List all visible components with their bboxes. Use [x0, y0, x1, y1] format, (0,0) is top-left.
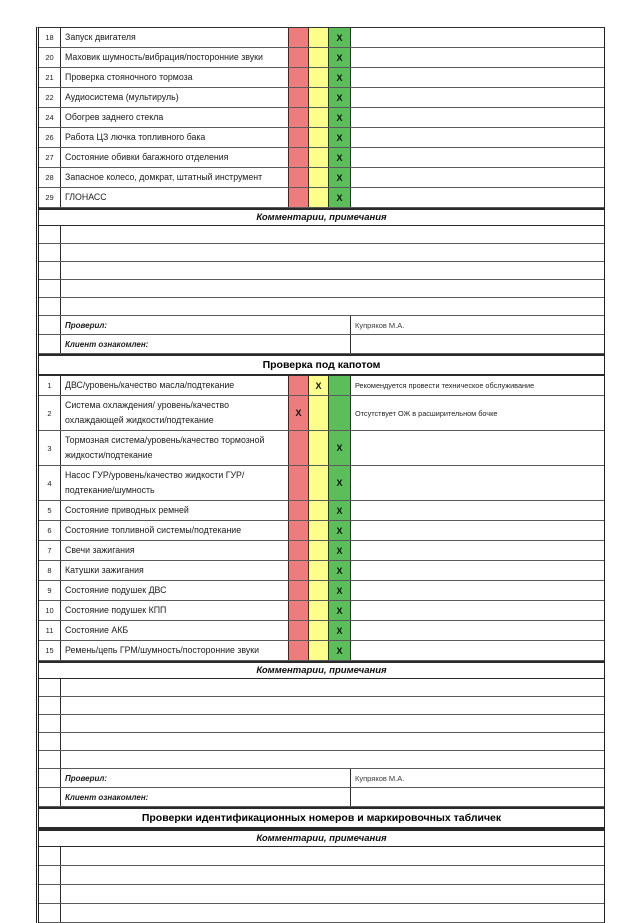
check-item-label: Свечи зажигания	[61, 541, 289, 560]
mark-cell-green: X	[329, 501, 351, 520]
row-number: 7	[39, 541, 61, 560]
mark-cell-green: X	[329, 88, 351, 107]
comment-cell	[351, 621, 604, 640]
section-title-underhood: Проверка под капотом	[39, 354, 604, 376]
mark-cell-green: X	[329, 581, 351, 600]
blank-left-cell	[39, 262, 61, 279]
exterior-check-table	[39, 28, 604, 208]
blank-comment-cell	[61, 226, 604, 243]
mark-cell-green: X	[329, 128, 351, 147]
comment-cell	[351, 148, 604, 167]
checked-by-row	[39, 769, 604, 788]
check-row	[39, 168, 604, 188]
comments-blank-rows	[39, 226, 604, 316]
comment-cell	[351, 168, 604, 187]
blank-left-cell	[39, 866, 61, 884]
sign-left-cell	[39, 335, 61, 353]
blank-left-cell	[39, 885, 61, 903]
mark-cell-yellow	[309, 501, 329, 520]
row-number: 1	[39, 376, 61, 395]
blank-row	[39, 751, 604, 769]
mark-cell-yellow	[309, 521, 329, 540]
comment-cell	[351, 88, 604, 107]
blank-left-cell	[39, 715, 61, 732]
check-item-label: Система охлаждения/ уровень/качество охлаждающей жидкости/подтекание	[61, 396, 289, 430]
check-row	[39, 88, 604, 108]
sign-left-cell	[39, 788, 61, 806]
mark-cell-green	[329, 396, 351, 430]
mark-cell-yellow	[309, 466, 329, 500]
mark-cell-yellow	[309, 148, 329, 167]
mark-cell-red	[289, 148, 309, 167]
comment-cell	[351, 541, 604, 560]
check-row	[39, 28, 604, 48]
mark-cell-yellow	[309, 541, 329, 560]
blank-row	[39, 866, 604, 885]
blank-comment-cell	[61, 751, 604, 768]
check-row	[39, 376, 604, 396]
checked-by-value: Купряков М.А.	[355, 320, 405, 330]
mark-cell-yellow	[309, 431, 329, 465]
section-title-id-numbers: Проверки идентификационных номеров и маркировочных табличек	[39, 807, 604, 829]
mark-cell-yellow	[309, 396, 329, 430]
mark-cell-green: X	[329, 466, 351, 500]
check-row	[39, 621, 604, 641]
underhood-check-table	[39, 376, 604, 661]
row-number: 20	[39, 48, 61, 67]
blank-left-cell	[39, 298, 61, 315]
check-item-label: Обогрев заднего стекла	[61, 108, 289, 127]
blank-row	[39, 904, 604, 923]
mark-cell-green: X	[329, 541, 351, 560]
row-number: 3	[39, 431, 61, 465]
check-item-label: Запуск двигателя	[61, 28, 289, 47]
client-ack-label: Клиент ознакомлен:	[61, 788, 351, 806]
check-row	[39, 641, 604, 661]
check-row	[39, 108, 604, 128]
row-number: 5	[39, 501, 61, 520]
blank-left-cell	[39, 733, 61, 750]
mark-cell-red	[289, 376, 309, 395]
check-item-label: Состояние обивки багажного отделения	[61, 148, 289, 167]
comment-cell	[351, 188, 604, 207]
blank-comment-cell	[61, 697, 604, 714]
mark-cell-yellow	[309, 601, 329, 620]
checked-by-row	[39, 316, 604, 335]
mark-cell-green: X	[329, 621, 351, 640]
mark-cell-red	[289, 431, 309, 465]
mark-cell-red	[289, 168, 309, 187]
check-row	[39, 431, 604, 466]
mark-cell-yellow	[309, 68, 329, 87]
blank-comment-cell	[61, 847, 604, 865]
blank-row	[39, 679, 604, 697]
comment-cell	[351, 68, 604, 87]
blank-row	[39, 226, 604, 244]
check-item-label: Аудиосистема (мультируль)	[61, 88, 289, 107]
comment-cell: Отсутствует ОЖ в расширительном бочке	[355, 408, 498, 418]
comment-cell	[351, 581, 604, 600]
row-number: 11	[39, 621, 61, 640]
check-row	[39, 188, 604, 208]
comment-cell	[351, 561, 604, 580]
mark-cell-red	[289, 68, 309, 87]
check-row	[39, 148, 604, 168]
mark-cell-red	[289, 501, 309, 520]
comment-cell	[351, 108, 604, 127]
blank-row	[39, 244, 604, 262]
row-number: 6	[39, 521, 61, 540]
comment-cell	[351, 431, 604, 465]
blank-row	[39, 885, 604, 904]
mark-cell-green: X	[329, 28, 351, 47]
row-number: 26	[39, 128, 61, 147]
blank-comment-cell	[61, 244, 604, 261]
check-item-label: Состояние АКБ	[61, 621, 289, 640]
check-item-label: ДВС/уровень/качество масла/подтекание	[61, 376, 289, 395]
row-number: 15	[39, 641, 61, 660]
check-item-label: Состояние топливной системы/подтекание	[61, 521, 289, 540]
comment-cell	[351, 128, 604, 147]
client-ack-value	[351, 335, 604, 353]
blank-left-cell	[39, 244, 61, 261]
blank-comment-cell	[61, 733, 604, 750]
client-ack-row	[39, 788, 604, 807]
blank-row	[39, 262, 604, 280]
blank-row	[39, 298, 604, 316]
blank-row	[39, 697, 604, 715]
mark-cell-green: X	[329, 188, 351, 207]
client-ack-value	[351, 788, 604, 806]
mark-cell-red	[289, 48, 309, 67]
mark-cell-green: X	[329, 68, 351, 87]
comment-cell	[351, 641, 604, 660]
check-row	[39, 521, 604, 541]
mark-cell-green: X	[329, 168, 351, 187]
comment-cell	[351, 28, 604, 47]
check-row	[39, 396, 604, 431]
mark-cell-red	[289, 581, 309, 600]
check-item-label: Запасное колесо, домкрат, штатный инструмент	[61, 168, 289, 187]
comment-cell: Рекомендуется провести техническое обслуживание	[355, 381, 535, 390]
check-item-label: Ремень/цепь ГРМ/шумность/посторонние звуки	[61, 641, 289, 660]
comments-blank-rows	[39, 679, 604, 769]
comment-cell	[351, 521, 604, 540]
mark-cell-red	[289, 88, 309, 107]
check-item-label: ГЛОНАСС	[61, 188, 289, 207]
row-number: 9	[39, 581, 61, 600]
check-row	[39, 501, 604, 521]
row-number: 21	[39, 68, 61, 87]
check-item-label: Маховик шумность/вибрация/посторонние звуки	[61, 48, 289, 67]
comments-header: Комментарии, примечания	[39, 661, 604, 679]
blank-left-cell	[39, 679, 61, 696]
mark-cell-red	[289, 188, 309, 207]
row-number: 8	[39, 561, 61, 580]
mark-cell-red	[289, 641, 309, 660]
mark-cell-red	[289, 521, 309, 540]
check-row	[39, 68, 604, 88]
blank-left-cell	[39, 226, 61, 243]
check-item-label: Катушки зажигания	[61, 561, 289, 580]
mark-cell-red	[289, 561, 309, 580]
row-number: 10	[39, 601, 61, 620]
row-number: 4	[39, 466, 61, 500]
check-row	[39, 601, 604, 621]
checked-by-label: Проверил:	[61, 316, 351, 334]
check-row	[39, 128, 604, 148]
mark-cell-yellow	[309, 48, 329, 67]
mark-cell-green: X	[329, 48, 351, 67]
mark-cell-yellow	[309, 168, 329, 187]
mark-cell-yellow: X	[309, 376, 329, 395]
mark-cell-red	[289, 108, 309, 127]
check-item-label: Работа ЦЗ лючка топливного бака	[61, 128, 289, 147]
mark-cell-yellow	[309, 621, 329, 640]
mark-cell-yellow	[309, 88, 329, 107]
check-row	[39, 48, 604, 68]
mark-cell-red: X	[289, 396, 309, 430]
sign-left-cell	[39, 316, 61, 334]
blank-comment-cell	[61, 715, 604, 732]
blank-comment-cell	[61, 904, 604, 922]
client-ack-label: Клиент ознакомлен:	[61, 335, 351, 353]
check-item-label: Проверка стояночного тормоза	[61, 68, 289, 87]
check-row	[39, 466, 604, 501]
check-item-label: Состояние приводных ремней	[61, 501, 289, 520]
mark-cell-green: X	[329, 641, 351, 660]
blank-comment-cell	[61, 866, 604, 884]
mark-cell-green: X	[329, 148, 351, 167]
checked-by-value: Купряков М.А.	[355, 773, 405, 783]
blank-comment-cell	[61, 679, 604, 696]
mark-cell-yellow	[309, 108, 329, 127]
row-number: 29	[39, 188, 61, 207]
row-number: 24	[39, 108, 61, 127]
mark-cell-red	[289, 621, 309, 640]
blank-row	[39, 847, 604, 866]
row-number: 2	[39, 396, 61, 430]
mark-cell-yellow	[309, 581, 329, 600]
blank-left-cell	[39, 280, 61, 297]
mark-cell-green: X	[329, 521, 351, 540]
check-item-label: Насос ГУР/уровень/качество жидкости ГУР/ подтекание/шумность	[61, 466, 289, 500]
comments-blank-rows	[39, 847, 604, 923]
mark-cell-yellow	[309, 641, 329, 660]
blank-left-cell	[39, 751, 61, 768]
blank-left-cell	[39, 904, 61, 922]
blank-row	[39, 733, 604, 751]
blank-comment-cell	[61, 262, 604, 279]
mark-cell-yellow	[309, 188, 329, 207]
mark-cell-green: X	[329, 108, 351, 127]
mark-cell-green: X	[329, 431, 351, 465]
row-number: 28	[39, 168, 61, 187]
blank-comment-cell	[61, 280, 604, 297]
blank-left-cell	[39, 847, 61, 865]
mark-cell-yellow	[309, 28, 329, 47]
check-item-label: Состояние подушек КПП	[61, 601, 289, 620]
checked-by-label: Проверил:	[61, 769, 351, 787]
row-number: 27	[39, 148, 61, 167]
check-item-label: Состояние подушек ДВС	[61, 581, 289, 600]
mark-cell-yellow	[309, 561, 329, 580]
mark-cell-green	[329, 376, 351, 395]
comments-header: Комментарии, примечания	[39, 829, 604, 847]
comment-cell	[351, 501, 604, 520]
comment-cell	[351, 48, 604, 67]
check-row	[39, 541, 604, 561]
mark-cell-red	[289, 28, 309, 47]
sign-left-cell	[39, 769, 61, 787]
mark-cell-green: X	[329, 561, 351, 580]
mark-cell-yellow	[309, 128, 329, 147]
row-number: 18	[39, 28, 61, 47]
mark-cell-red	[289, 128, 309, 147]
blank-left-cell	[39, 697, 61, 714]
mark-cell-green: X	[329, 601, 351, 620]
comments-header: Комментарии, примечания	[39, 208, 604, 226]
blank-row	[39, 280, 604, 298]
blank-comment-cell	[61, 885, 604, 903]
check-row	[39, 581, 604, 601]
row-number: 22	[39, 88, 61, 107]
client-ack-row	[39, 335, 604, 354]
blank-row	[39, 715, 604, 733]
check-row	[39, 561, 604, 581]
comment-cell	[351, 466, 604, 500]
vehicle-inspection-sheet	[36, 27, 605, 923]
mark-cell-red	[289, 466, 309, 500]
check-item-label: Тормозная система/уровень/качество тормозной жидкости/подтекание	[61, 431, 289, 465]
comment-cell	[351, 601, 604, 620]
mark-cell-red	[289, 601, 309, 620]
blank-comment-cell	[61, 298, 604, 315]
mark-cell-red	[289, 541, 309, 560]
